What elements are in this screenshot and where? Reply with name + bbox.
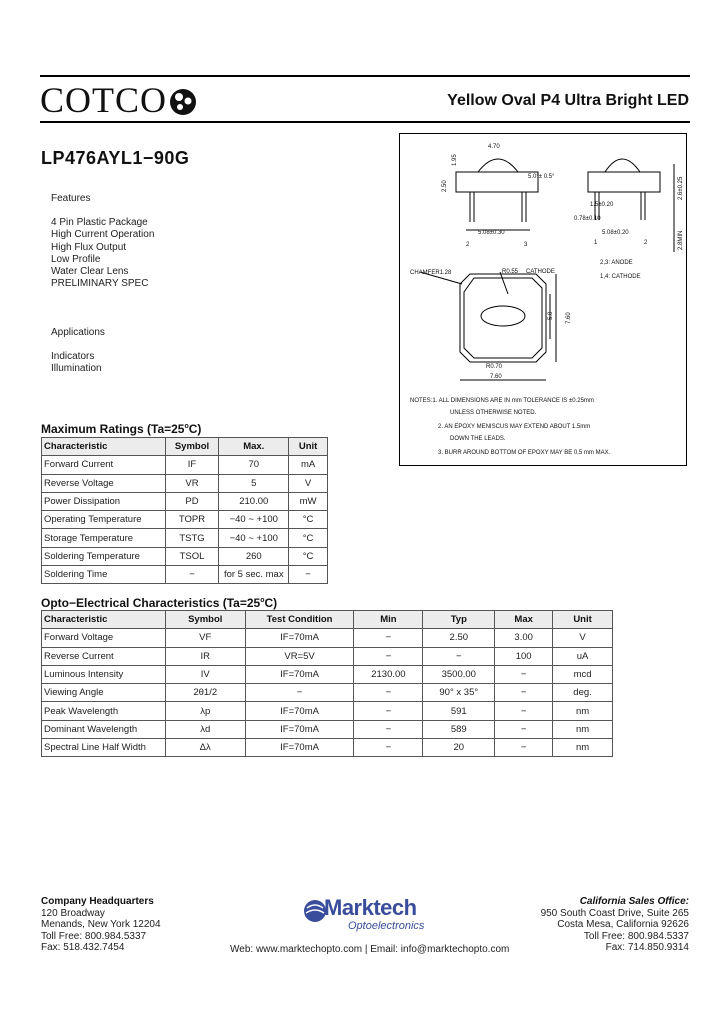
table-cell: − (354, 739, 423, 757)
table-cell: − (354, 720, 423, 738)
dim-label: 7.60 (566, 312, 572, 324)
table-row (42, 566, 328, 584)
dim-label: 5.08±0.20 (602, 230, 629, 236)
table-cell: 5 (219, 474, 289, 492)
column-header: Max. (219, 438, 289, 456)
table-cell: Dominant Wavelength (42, 720, 166, 738)
hq-line: Fax: 518.432.7454 (41, 942, 125, 954)
dim-label: 4.70 (488, 144, 500, 150)
table-cell: 3500.00 (423, 665, 495, 683)
dim-label: R0.55 (502, 269, 519, 275)
table-cell: VF (165, 629, 245, 647)
table-cell: Spectral Line Half Width (42, 739, 166, 757)
column-header: Test Condition (245, 611, 354, 629)
note-line: UNLESS OTHERWISE NOTED. (450, 410, 537, 416)
table-row (42, 720, 613, 738)
dim-label: 2.50 (442, 180, 448, 192)
hq-title: Company Headquarters (41, 896, 154, 907)
table-cell: for 5 sec. max (219, 566, 289, 584)
pin-note: 1,4: CATHODE (600, 274, 641, 280)
table-cell: − (423, 647, 495, 665)
table-cell: IF=70mA (245, 629, 354, 647)
table-row (42, 647, 613, 665)
table-cell: IR (165, 647, 245, 665)
california-office-block (541, 896, 689, 954)
table-cell: 2.50 (423, 629, 495, 647)
table-cell: IV (165, 665, 245, 683)
table-cell: λd (165, 720, 245, 738)
dim-label: CHAMFER1.28 (410, 270, 452, 276)
table-row (42, 474, 328, 492)
table-cell: nm (553, 702, 613, 720)
cotco-logo (40, 82, 197, 122)
note-line: NOTES:1. ALL DIMENSIONS ARE IN mm TOLERANCE IS ±0.25mm (410, 398, 594, 404)
table-cell: 2130.00 (354, 665, 423, 683)
column-header: Min (354, 611, 423, 629)
table-cell: Reverse Current (42, 647, 166, 665)
table-cell: − (354, 702, 423, 720)
table-cell: λp (165, 702, 245, 720)
pin-label: 2 (644, 240, 648, 246)
table-cell: 100 (495, 647, 553, 665)
note-line: DOWN THE LEADS. (450, 436, 506, 442)
table-cell: uA (553, 647, 613, 665)
table-row (42, 702, 613, 720)
pin-note: 2,3: ANODE (600, 260, 633, 266)
table-cell: 70 (219, 456, 289, 474)
table-cell: −40 ~ +100 (219, 511, 289, 529)
table-cell: IF=70mA (245, 720, 354, 738)
front-view-drawing (456, 159, 538, 230)
table-cell: Δλ (165, 739, 245, 757)
dim-label: 2.8MIN (678, 230, 684, 250)
table-cell: mcd (553, 665, 613, 683)
table-cell: 591 (423, 702, 495, 720)
table-cell: TOPR (165, 511, 219, 529)
table-cell: − (495, 702, 553, 720)
pin-label: 3 (524, 242, 528, 248)
cotco-mark-icon (169, 86, 197, 122)
marktech-name: Marktech (324, 895, 417, 920)
table-cell: − (495, 739, 553, 757)
table-cell: IF (165, 456, 219, 474)
table-cell: IF=70mA (245, 702, 354, 720)
table-cell: Power Dissipation (42, 492, 166, 510)
hq-line: 120 Broadway (41, 907, 105, 919)
dim-label: 7.60 (490, 374, 502, 380)
table-cell: Luminous Intensity (42, 665, 166, 683)
ca-line: Costa Mesa, California 92626 (557, 919, 689, 931)
hq-line: Menands, New York 12204 (41, 919, 161, 931)
ca-line: 950 South Coast Drive, Suite 265 (540, 907, 689, 919)
table-cell: TSOL (165, 547, 219, 565)
table-cell: TSTG (165, 529, 219, 547)
package-dimension-drawing (399, 133, 687, 466)
applications-list (51, 351, 102, 376)
table-cell: PD (165, 492, 219, 510)
pin-label: 2 (466, 242, 470, 248)
dim-label: 1.95 (452, 154, 458, 166)
table-cell: deg. (553, 684, 613, 702)
list-item: Water Clear Lens (51, 266, 129, 278)
list-item: High Current Operation (51, 229, 155, 241)
table-cell: mW (289, 492, 328, 510)
table-cell: 3.00 (495, 629, 553, 647)
table-cell: VR (165, 474, 219, 492)
table-cell: − (495, 720, 553, 738)
note-line: 3. BURR AROUND BOTTOM OF EPOXY MAY BE 0.5 mm MAX. (438, 450, 611, 456)
ca-line: Fax: 714.850.9314 (605, 942, 689, 954)
features-heading: Features (51, 193, 91, 204)
brand-name: COTCO (40, 80, 168, 120)
table-cell: 2θ1/2 (165, 684, 245, 702)
document-title: Yellow Oval P4 Ultra Bright LED (447, 92, 689, 109)
opto-title: Opto−Electrical Characteristics $(Ta=25^oC)$ (41, 596, 278, 610)
column-header: Typ (423, 611, 495, 629)
features-list (51, 217, 154, 291)
table-cell: °C (289, 529, 328, 547)
table-cell: Peak Wavelength (42, 702, 166, 720)
table-cell: V (553, 629, 613, 647)
table-cell: Soldering Time (42, 566, 166, 584)
web-email: Web: www.marktechopto.com | Email: info@marktechopto.com (230, 944, 510, 955)
column-header: Characteristic (42, 611, 166, 629)
table-cell: Operating Temperature (42, 511, 166, 529)
table-cell: 90° x 35° (423, 684, 495, 702)
column-header: Unit (289, 438, 328, 456)
dim-label: 0.78±0.10 (574, 216, 601, 222)
table-cell: − (289, 566, 328, 584)
table-cell: 589 (423, 720, 495, 738)
table-row (42, 492, 328, 510)
table-cell: IF=70mA (245, 665, 354, 683)
table-cell: °C (289, 547, 328, 565)
table-cell: nm (553, 739, 613, 757)
table-row (42, 739, 613, 757)
part-number: LP476AYL1−90G (41, 148, 190, 168)
table-cell: mA (289, 456, 328, 474)
header-rule (40, 121, 690, 123)
table-row (42, 547, 328, 565)
table-cell: VR=5V (245, 647, 354, 665)
table-cell: Forward Voltage (42, 629, 166, 647)
column-header: Max (495, 611, 553, 629)
list-item: Low Profile (51, 253, 101, 265)
top-rule (40, 75, 690, 77)
max-ratings-table (41, 437, 328, 584)
table-cell: °C (289, 511, 328, 529)
list-item: High Flux Output (51, 241, 127, 253)
opto-electrical-table (41, 610, 613, 757)
dim-label: 1.5±0.20 (590, 202, 614, 208)
ca-line: Toll Free: 800.984.5337 (583, 930, 689, 942)
table-cell: V (289, 474, 328, 492)
column-header: Unit (553, 611, 613, 629)
dim-label: 5.0°± 0.5° (528, 174, 555, 180)
table-cell: − (354, 684, 423, 702)
table-cell: nm (553, 720, 613, 738)
table-row (42, 456, 328, 474)
table-row (42, 665, 613, 683)
table-cell: 210.00 (219, 492, 289, 510)
dim-label: CATHODE (526, 269, 555, 275)
list-item: 4 Pin Plastic Package (51, 217, 148, 228)
list-item: Illumination (51, 363, 102, 375)
table-row (42, 629, 613, 647)
column-header: Symbol (165, 438, 219, 456)
table-cell: Viewing Angle (42, 684, 166, 702)
dim-label: 2.6±0.25 (678, 176, 684, 200)
table-cell: 20 (423, 739, 495, 757)
pin-label: 1 (594, 240, 598, 246)
table-row (42, 684, 613, 702)
headquarters-block (41, 896, 161, 954)
column-header: Symbol (165, 611, 245, 629)
table-cell: −40 ~ +100 (219, 529, 289, 547)
table-cell: IF=70mA (245, 739, 354, 757)
table-cell: Storage Temperature (42, 529, 166, 547)
dim-label: 5.08±0.30 (478, 230, 505, 236)
table-cell: Reverse Voltage (42, 474, 166, 492)
table-cell: − (354, 629, 423, 647)
applications-heading: Applications (51, 327, 105, 338)
column-header: Characteristic (42, 438, 166, 456)
dim-label: 5.0 (548, 311, 554, 320)
table-cell: − (245, 684, 354, 702)
dim-label: R0.70 (486, 364, 503, 370)
marktech-subtitle: Optoelectronics (348, 920, 425, 932)
hq-line: Toll Free: 800.984.5337 (41, 930, 147, 942)
table-cell: Forward Current (42, 456, 166, 474)
table-header-row (42, 438, 328, 456)
table-row (42, 511, 328, 529)
table-cell: − (165, 566, 219, 584)
note-line: 2. AN EPOXY MENISCUS MAY EXTEND ABOUT 1.5mm (438, 424, 591, 430)
table-cell: − (495, 665, 553, 683)
table-cell: Soldering Temperature (42, 547, 166, 565)
table-cell: − (354, 647, 423, 665)
list-item: PRELIMINARY SPEC (51, 278, 149, 290)
table-header-row (42, 611, 613, 629)
table-cell: − (495, 684, 553, 702)
table-row (42, 529, 328, 547)
list-item: Indicators (51, 351, 95, 362)
table-cell: 260 (219, 547, 289, 565)
max-ratings-title: Maximum Ratings $(Ta=25^oC)$ (41, 422, 202, 436)
ca-title: California Sales Office: (579, 896, 689, 907)
